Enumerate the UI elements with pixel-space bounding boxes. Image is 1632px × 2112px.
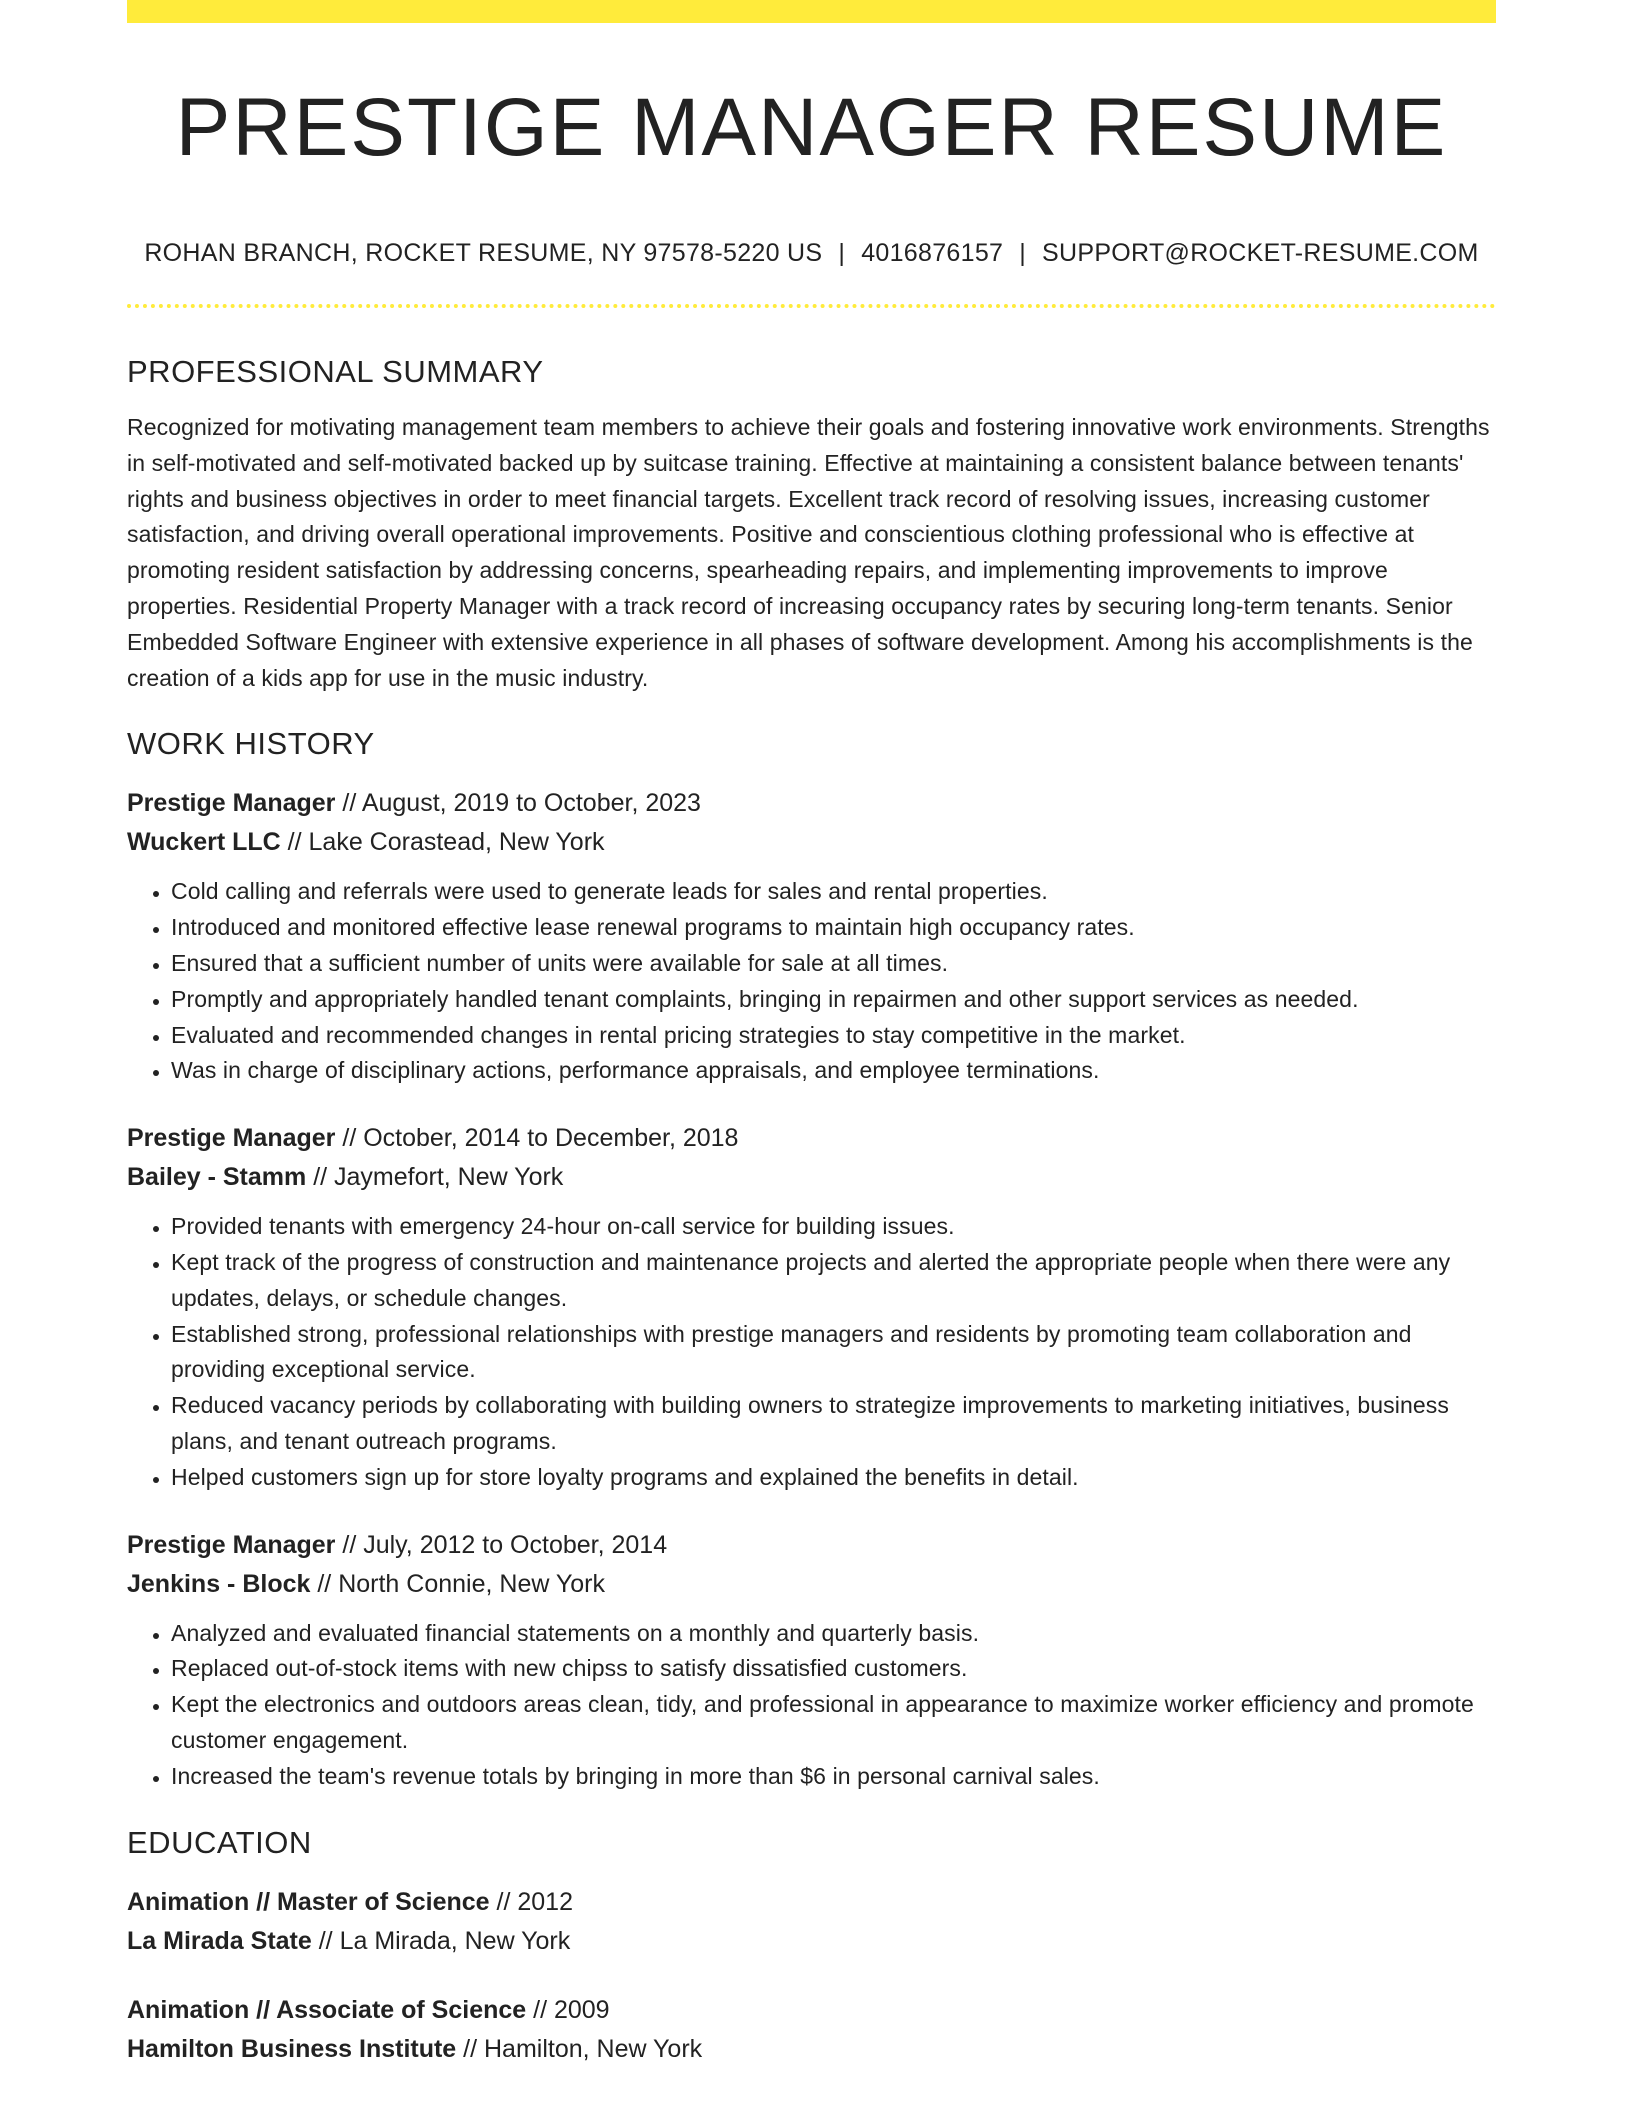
job-dates: // October, 2014 to December, 2018 — [335, 1124, 739, 1153]
resume-title: PRESTIGE MANAGER RESUME — [175, 82, 1448, 173]
job-title: Prestige Manager — [127, 1530, 336, 1559]
job-bullet: • Helped customers sign up for store loyalty programs and explained the benefits in detail. — [171, 1460, 1496, 1496]
education-school-line — [127, 1922, 1496, 1961]
job-bullet: • Increased the team's revenue totals by bringing in more than $6 in personal carnival sales. — [171, 1759, 1496, 1795]
education-entry — [127, 1883, 1496, 1961]
education-school-line — [127, 2030, 1496, 2069]
job-entry — [127, 784, 1496, 1089]
job-bullet: • Reduced vacancy periods by collaborating with building owners to strategize improvements to marketing initiatives, business plans, and tenant outreach programs. — [171, 1388, 1496, 1460]
job-bullet: • Cold calling and referrals were used to generate leads for sales and rental properties. — [171, 874, 1496, 910]
job-company-line — [127, 823, 1496, 862]
job-bullet: • Kept the electronics and outdoors areas clean, tidy, and professional in appearance to maximize worker efficiency and promote customer engagement. — [171, 1687, 1496, 1759]
resume-body — [127, 352, 1496, 2069]
job-location: // Lake Corastead, New York — [280, 828, 605, 857]
job-bullet: • Kept track of the progress of construction and maintenance projects and alerted the appropriate people when there were any updates, delays, or schedule changes. — [171, 1245, 1496, 1317]
summary-text: Recognized for motivating management team members to achieve their goals and fostering innovative work environments. Strengths in self-motivated and self-motivated backed up by suitcase training. Effective at maintaining a consistent balance between tenants' rights and business objectives in order to meet financial targets. Excellent track record of resolving issues, increasing customer satisfaction, and driving overall operational improvements. Positive and conscientious clothing professional who is effective at promoting resident satisfaction by addressing concerns, spearheading repairs, and implementing improvements to improve properties. Residential Property Manager with a track record of increasing occupancy rates by securing long-term tenants. Senior Embedded Software Engineer with extensive experience in all phases of software development. Among his accomplishments is the creation of a kids app for use in the music industry. — [127, 414, 1490, 691]
job-title: Prestige Manager — [127, 1124, 336, 1153]
summary-heading: PROFESSIONAL SUMMARY — [127, 354, 544, 389]
job-title-line — [127, 1119, 1496, 1158]
contact-phone: 4016876157 — [861, 239, 1004, 267]
job-company: Bailey - Stamm — [127, 1163, 307, 1192]
education-year: // 2009 — [526, 1995, 610, 2024]
job-company: Jenkins - Block — [127, 1569, 311, 1598]
contact-address: ROHAN BRANCH, ROCKET RESUME, NY 97578-5220 US — [144, 239, 823, 267]
job-company-line — [127, 1565, 1496, 1604]
job-bullet: • Established strong, professional relationships with prestige managers and residents by promoting team collaboration and providing exceptional service. — [171, 1317, 1496, 1389]
job-bullets — [127, 1616, 1496, 1795]
accent-top-bar — [127, 0, 1496, 23]
education-degree-line — [127, 1991, 1496, 2030]
job-bullet: • Evaluated and recommended changes in rental pricing strategies to stay competitive in the market. — [171, 1018, 1496, 1054]
education-location: // La Mirada, New York — [311, 1926, 571, 1955]
work-history-section — [127, 724, 1496, 1794]
education-degree: Animation // Associate of Science — [127, 1995, 527, 2024]
education-location: // Hamilton, New York — [456, 2034, 703, 2063]
education-school: La Mirada State — [127, 1926, 312, 1955]
job-bullets — [127, 1209, 1496, 1495]
job-company: Wuckert LLC — [127, 828, 281, 857]
education-heading: EDUCATION — [127, 1824, 312, 1860]
job-dates: // August, 2019 to October, 2023 — [335, 789, 701, 818]
job-company-line — [127, 1158, 1496, 1197]
education-school: Hamilton Business Institute — [127, 2034, 457, 2063]
contact-email: SUPPORT@ROCKET-RESUME.COM — [1042, 239, 1479, 267]
job-entry — [127, 1526, 1496, 1795]
job-bullet: • Analyzed and evaluated financial statements on a monthly and quarterly basis. — [171, 1616, 1496, 1652]
job-bullet: • Introduced and monitored effective lease renewal programs to maintain high occupancy rates. — [171, 910, 1496, 946]
education-entry — [127, 1991, 1496, 2069]
job-bullet: • Was in charge of disciplinary actions, performance appraisals, and employee terminations. — [171, 1053, 1496, 1089]
job-location: // North Connie, New York — [310, 1569, 605, 1598]
contact-separator: | — [1019, 239, 1027, 267]
dotted-divider — [127, 304, 1496, 308]
job-title-line — [127, 1526, 1496, 1565]
job-bullet: • Replaced out-of-stock items with new chipss to satisfy dissatisfied customers. — [171, 1651, 1496, 1687]
job-bullet: • Ensured that a sufficient number of units were available for sale at all times. — [171, 946, 1496, 982]
contact-line — [127, 236, 1496, 270]
education-degree: Animation // Master of Science — [127, 1887, 490, 1916]
summary-section — [127, 352, 1496, 696]
job-bullets — [127, 874, 1496, 1089]
job-entry — [127, 1119, 1496, 1495]
job-title-line — [127, 784, 1496, 823]
job-title: Prestige Manager — [127, 789, 336, 818]
job-bullet: • Provided tenants with emergency 24-hour on-call service for building issues. — [171, 1209, 1496, 1245]
contact-separator: | — [838, 239, 846, 267]
job-location: // Jaymefort, New York — [306, 1163, 564, 1192]
job-bullet: • Promptly and appropriately handled tenant complaints, bringing in repairmen and other support services as needed. — [171, 982, 1496, 1018]
work-history-heading: WORK HISTORY — [127, 726, 375, 762]
education-section — [127, 1823, 1496, 2069]
job-dates: // July, 2012 to October, 2014 — [335, 1530, 668, 1559]
education-year: // 2012 — [489, 1887, 573, 1916]
education-degree-line — [127, 1883, 1496, 1922]
